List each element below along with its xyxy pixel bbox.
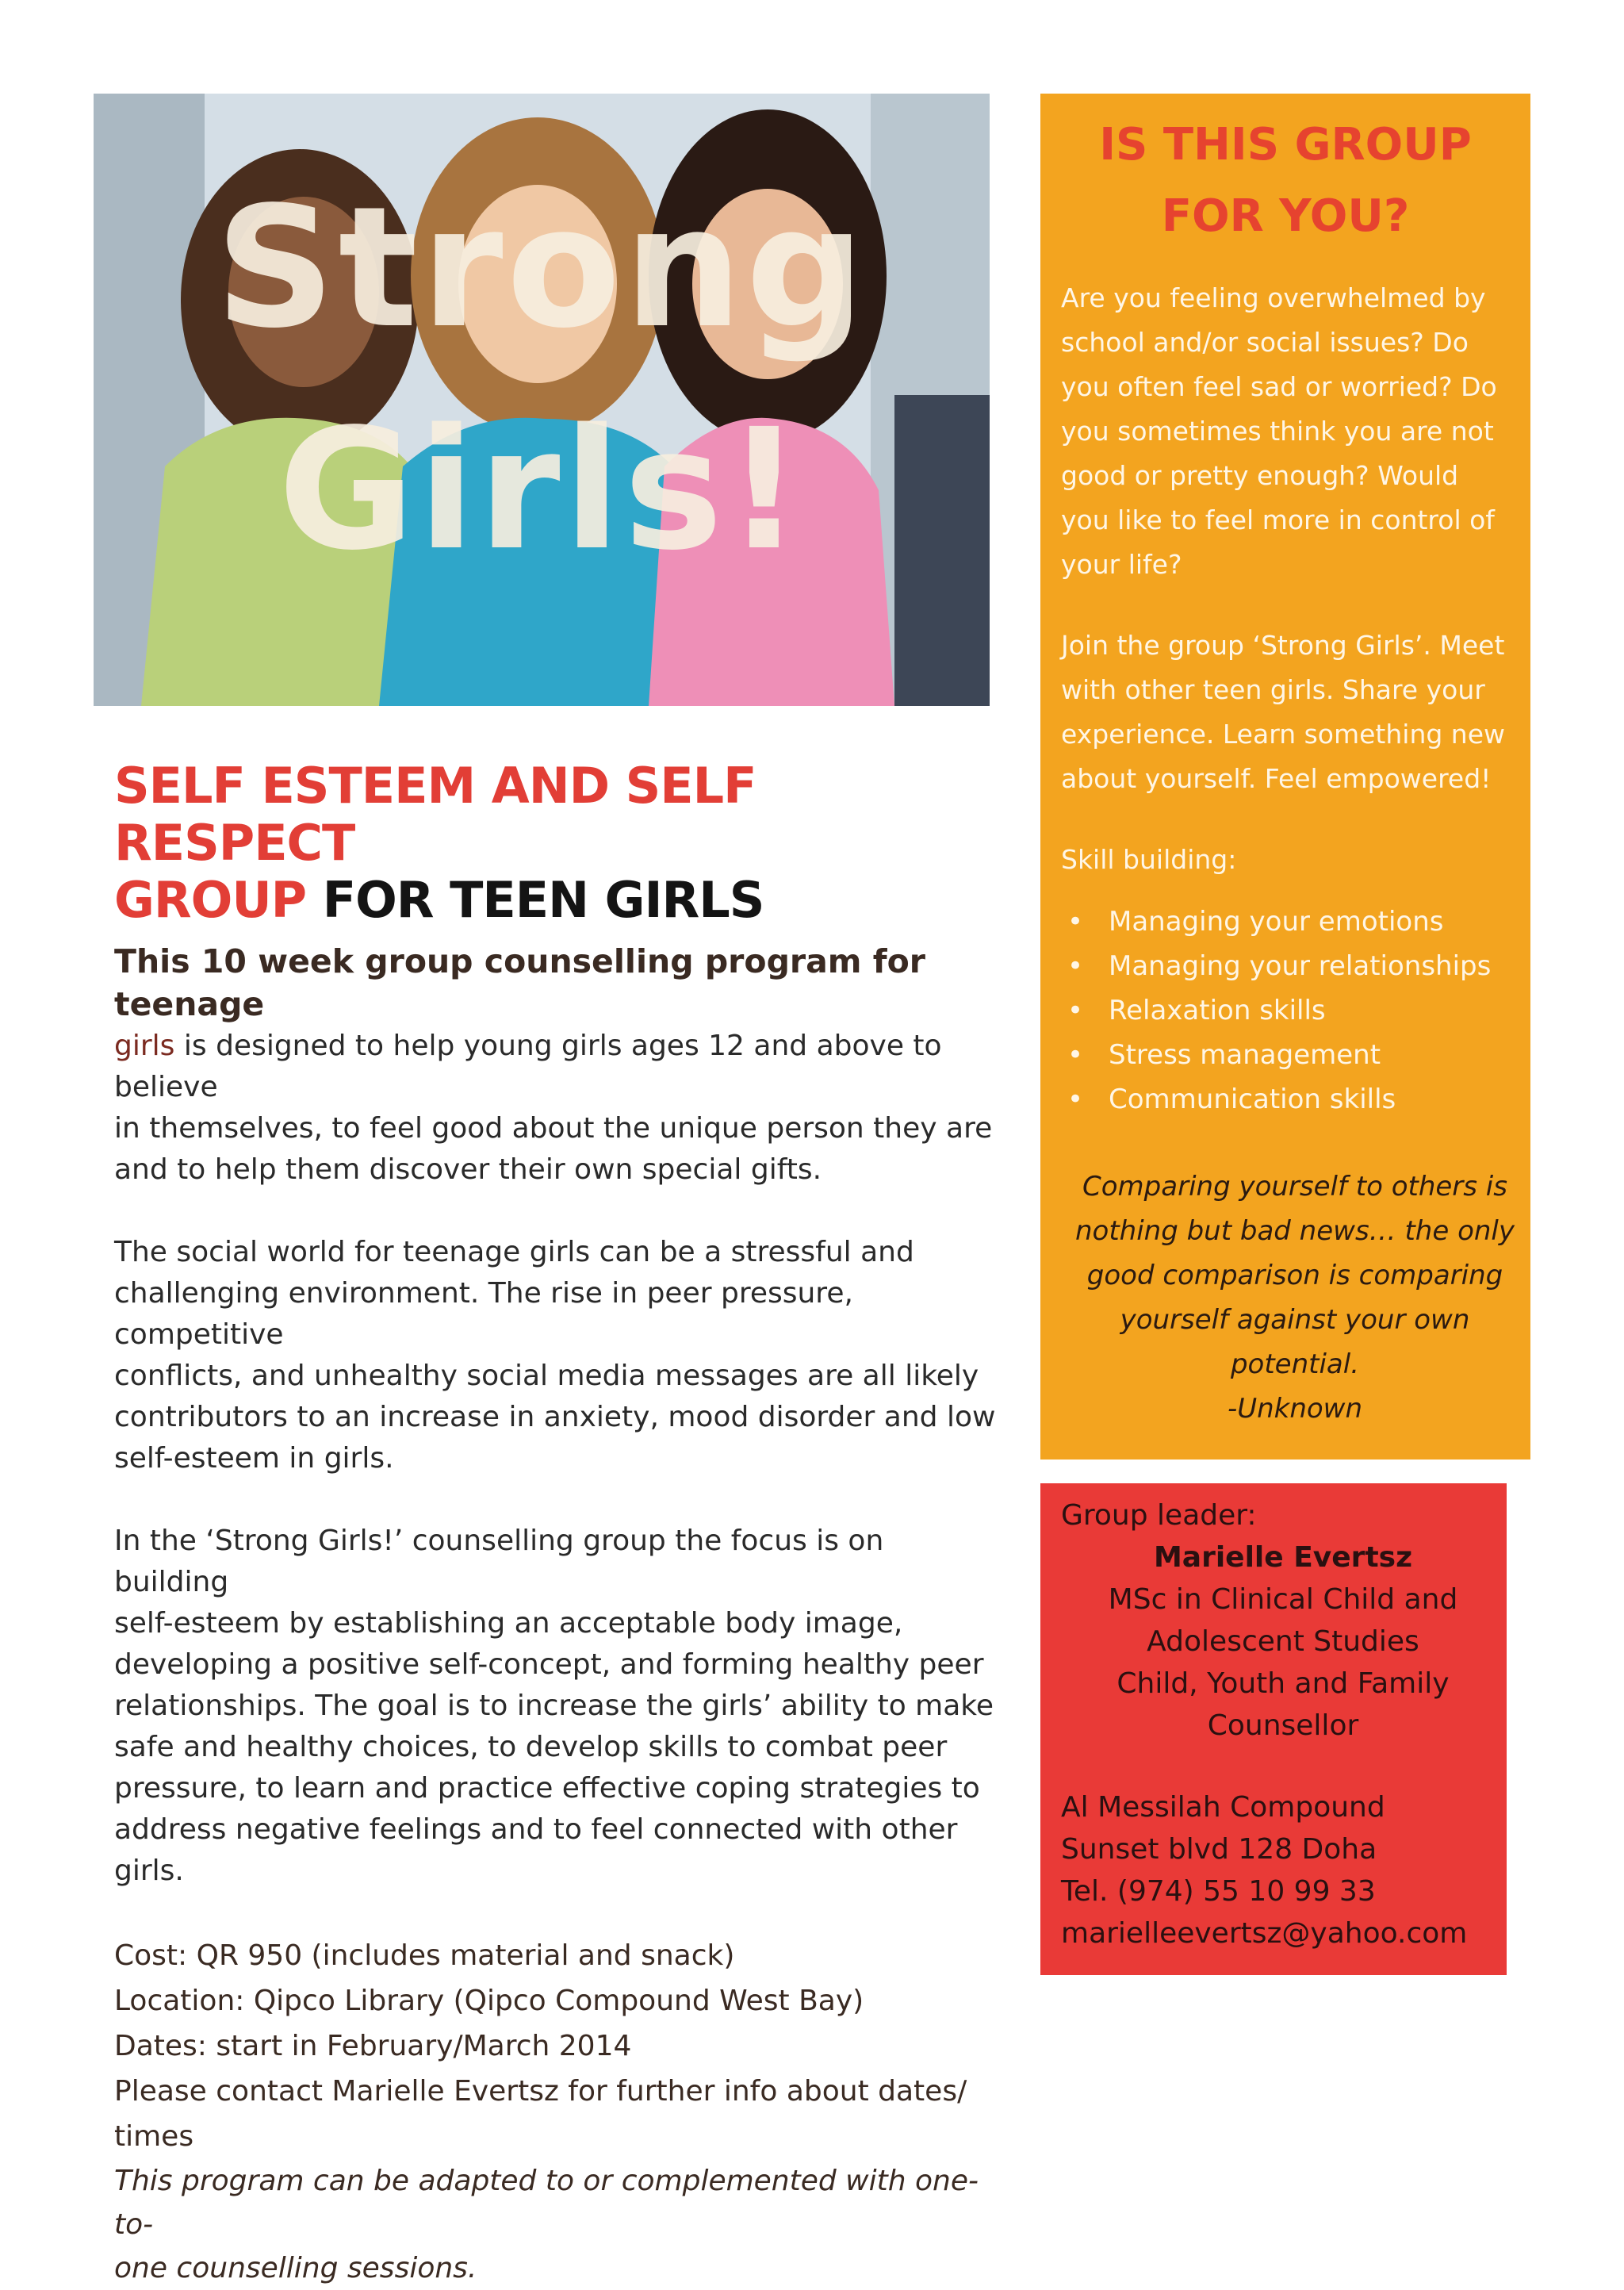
phone-text: Tel. (974) 55 10 99 33	[1061, 1875, 1376, 1908]
hero-photo	[94, 94, 990, 706]
quote-author: -Unknown	[1227, 1393, 1363, 1425]
quote-line: yourself against your own	[1120, 1304, 1470, 1336]
para3-line: developing a positive self-concept, and forming healthy peer	[114, 1648, 984, 1681]
intro-bold: This 10 week group counselling program for teenage	[114, 942, 926, 1023]
skill-label: Relaxation skills	[1109, 995, 1326, 1026]
headline-line1: SELF ESTEEM AND SELF RESPECT	[114, 757, 756, 872]
join-line: with other teen girls. Share your	[1061, 674, 1485, 705]
question-line: you sometimes think you are not	[1061, 416, 1494, 447]
headline	[114, 758, 1002, 929]
leader-credential: Child, Youth and Family	[1116, 1667, 1450, 1700]
para3-line: address negative feelings and to feel connected with other girls.	[114, 1813, 958, 1887]
list-item	[1061, 901, 1529, 942]
contact-text-2: times	[114, 2120, 194, 2153]
skills-list	[1061, 901, 1529, 1120]
skill-label: Communication skills	[1109, 1084, 1396, 1115]
list-item	[1061, 1079, 1529, 1120]
para2-line: self-esteem in girls.	[114, 1442, 394, 1475]
location-text: Location: Qipco Library (Qipco Compound West Bay)	[114, 1985, 864, 2017]
quote-line: good comparison is comparing	[1086, 1260, 1503, 1291]
quote-line: potential.	[1230, 1348, 1360, 1380]
leader-label: Group leader:	[1061, 1499, 1257, 1532]
bullet-icon: •	[1067, 1039, 1084, 1071]
para2-line: challenging environment. The rise in peer pressure, competitive	[114, 1277, 853, 1351]
para3-line: pressure, to learn and practice effective coping strategies to	[114, 1772, 980, 1805]
question-line: you like to feel more in control of	[1061, 504, 1495, 535]
email-text: marielleevertsz@yahoo.com	[1061, 1917, 1468, 1950]
leader-content	[1061, 1494, 1505, 1954]
headline-group: GROUP	[114, 871, 307, 929]
sidebar-title-line2: FOR YOU?	[1161, 190, 1410, 242]
leader-panel	[1040, 1483, 1507, 1975]
bullet-icon: •	[1067, 995, 1084, 1026]
leader-credential: MSc in Clinical Child and	[1108, 1583, 1458, 1616]
headline-black: FOR TEEN GIRLS	[306, 871, 764, 929]
join-line: Join the group ‘Strong Girls’. Meet	[1061, 630, 1505, 661]
contact-text: Please contact Marielle Evertsz for further info about dates/	[114, 2075, 967, 2108]
para2-line: contributors to an increase in anxiety, mood disorder and low	[114, 1401, 996, 1433]
note-text: This program can be adapted to or complemented with one-to-	[114, 2165, 979, 2241]
para3-line: safe and healthy choices, to develop skills to combat peer	[114, 1731, 948, 1763]
para2-line: conflicts, and unhealthy social media messages are all likely	[114, 1360, 979, 1392]
intro-line2: in themselves, to feel good about the unique person they are	[114, 1112, 993, 1145]
skill-label: Managing your relationships	[1109, 950, 1492, 982]
photo-title-line2: Girls!	[278, 393, 806, 587]
join-line: about yourself. Feel empowered!	[1061, 763, 1492, 794]
para3-line: relationships. The goal is to increase the girls’ ability to make	[114, 1690, 994, 1722]
sidebar-title	[1040, 109, 1530, 252]
intro-accent: girls	[114, 1030, 175, 1062]
intro-rest: is designed to help young girls ages 12 and above to believe	[114, 1030, 942, 1103]
main-column	[114, 758, 1002, 2290]
bullet-icon: •	[1067, 950, 1084, 982]
sidebar-title-line1: IS THIS GROUP	[1099, 119, 1472, 171]
skills-label: Skill building:	[1061, 844, 1237, 875]
question-line: your life?	[1061, 549, 1182, 580]
intro-line3: and to help them discover their own special gifts.	[114, 1153, 822, 1186]
bullet-icon: •	[1067, 1084, 1084, 1115]
para3-line: In the ‘Strong Girls!’ counselling group the focus is on building	[114, 1525, 884, 1598]
para2-line: The social world for teenage girls can be a stressful and	[114, 1236, 914, 1268]
bullet-icon: •	[1067, 906, 1084, 938]
list-item	[1061, 1034, 1529, 1076]
question-line: Are you feeling overwhelmed by	[1061, 282, 1486, 313]
cost-text: Cost: QR 950 (includes material and snack)	[114, 1939, 735, 1972]
photo-title-line1: Strong	[215, 171, 868, 365]
dates-text: Dates: start in February/March 2014	[114, 2030, 632, 2062]
program-info	[114, 1933, 1002, 2290]
address-line: Sunset blvd 128 Doha	[1061, 1833, 1377, 1866]
address-line: Al Messilah Compound	[1061, 1791, 1385, 1824]
sidebar-content	[1061, 276, 1529, 1431]
note-text-2: one counselling sessions.	[114, 2252, 477, 2284]
quote-line: Comparing yourself to others is	[1082, 1171, 1507, 1203]
leader-credential: Adolescent Studies	[1147, 1625, 1419, 1658]
question-line: school and/or social issues? Do	[1061, 327, 1469, 358]
list-item	[1061, 990, 1529, 1031]
leader-credential: Counsellor	[1207, 1709, 1359, 1742]
leader-name: Marielle Evertsz	[1153, 1541, 1413, 1574]
question-line: good or pretty enough? Would	[1061, 460, 1459, 491]
list-item	[1061, 946, 1529, 987]
join-line: experience. Learn something new	[1061, 719, 1506, 750]
quote-line: nothing but bad news… the only	[1074, 1215, 1515, 1247]
para3-line: self-esteem by establishing an acceptable body image,	[114, 1607, 903, 1640]
skill-label: Stress management	[1109, 1039, 1381, 1071]
quote-block	[1061, 1164, 1529, 1431]
question-line: you often feel sad or worried? Do	[1061, 371, 1497, 402]
sidebar-panel	[1040, 94, 1530, 1460]
skill-label: Managing your emotions	[1109, 906, 1444, 938]
photo-title	[94, 157, 990, 601]
intro-line1	[114, 1026, 1002, 1108]
